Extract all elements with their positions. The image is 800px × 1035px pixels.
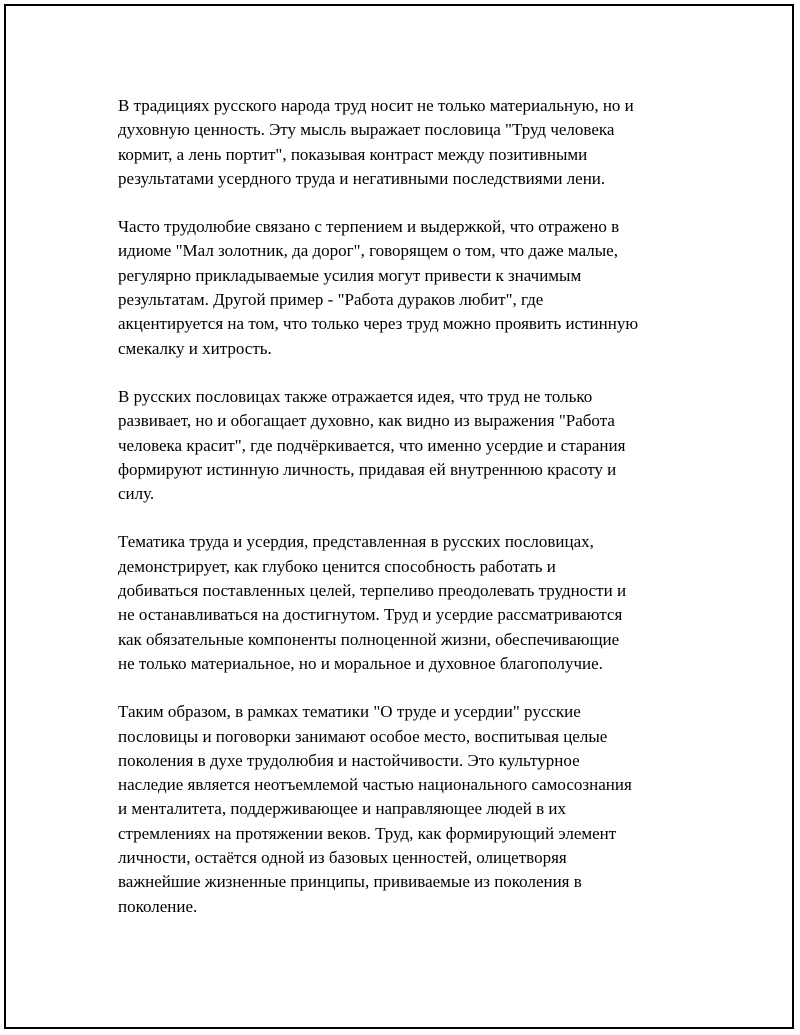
paragraph-5: Таким образом, в рамках тематики "О труде и усердии" русские пословицы и поговорки занимают особое место, воспитывая целые поколения в духе трудолюбия и настойчивости. Это культурное наследие является неотъемлемой частью национального самосознания и менталитета, поддерживающее и направляющее людей в их стремлениях на протяжении веков. Труд, как формирующий элемент личности, остаётся одной из базовых ценностей, олицетворяя важнейшие жизненные принципы, прививаемые из поколения в поколение. xyxy=(118,702,632,916)
paragraph-1: В традициях русского народа труд носит не только материальную, но и духовную ценность. Эту мысль выражает пословица "Труд человека кормит, а лень портит", показывая контраст между позитивными результатами усердного труда и негативными последствиями лени. xyxy=(118,96,634,188)
paragraph-4: Тематика труда и усердия, представленная в русских пословицах, демонстрирует, как глубоко ценится способность работать и добиваться поставленных целей, терпеливо преодолевать трудности и не останавливаться на достигнутом. Труд и усердие рассматриваются как обязательные компоненты полноценной жизни, обеспечивающие не только материальное, но и моральное и духовное благополучие. xyxy=(118,532,627,673)
paragraph-2: Часто трудолюбие связано с терпением и выдержкой, что отражено в идиоме "Мал золотник, да дорог", говорящем о том, что даже малые, регулярно прикладываемые усилия могут привести к значимым результатам. Другой пример - "Работа дураков любит", где акцентируется на том, что только через труд можно проявить истинную смекалку и хитрость. xyxy=(118,217,639,358)
document-body xyxy=(118,94,693,943)
paragraph-3: В русских пословицах также отражается идея, что труд не только развивает, но и обогащает духовно, как видно из выражения "Работа человека красит", где подчёркивается, что именно усердие и старания формируют истинную личность, придавая ей внутреннюю красоту и силу. xyxy=(118,386,626,504)
